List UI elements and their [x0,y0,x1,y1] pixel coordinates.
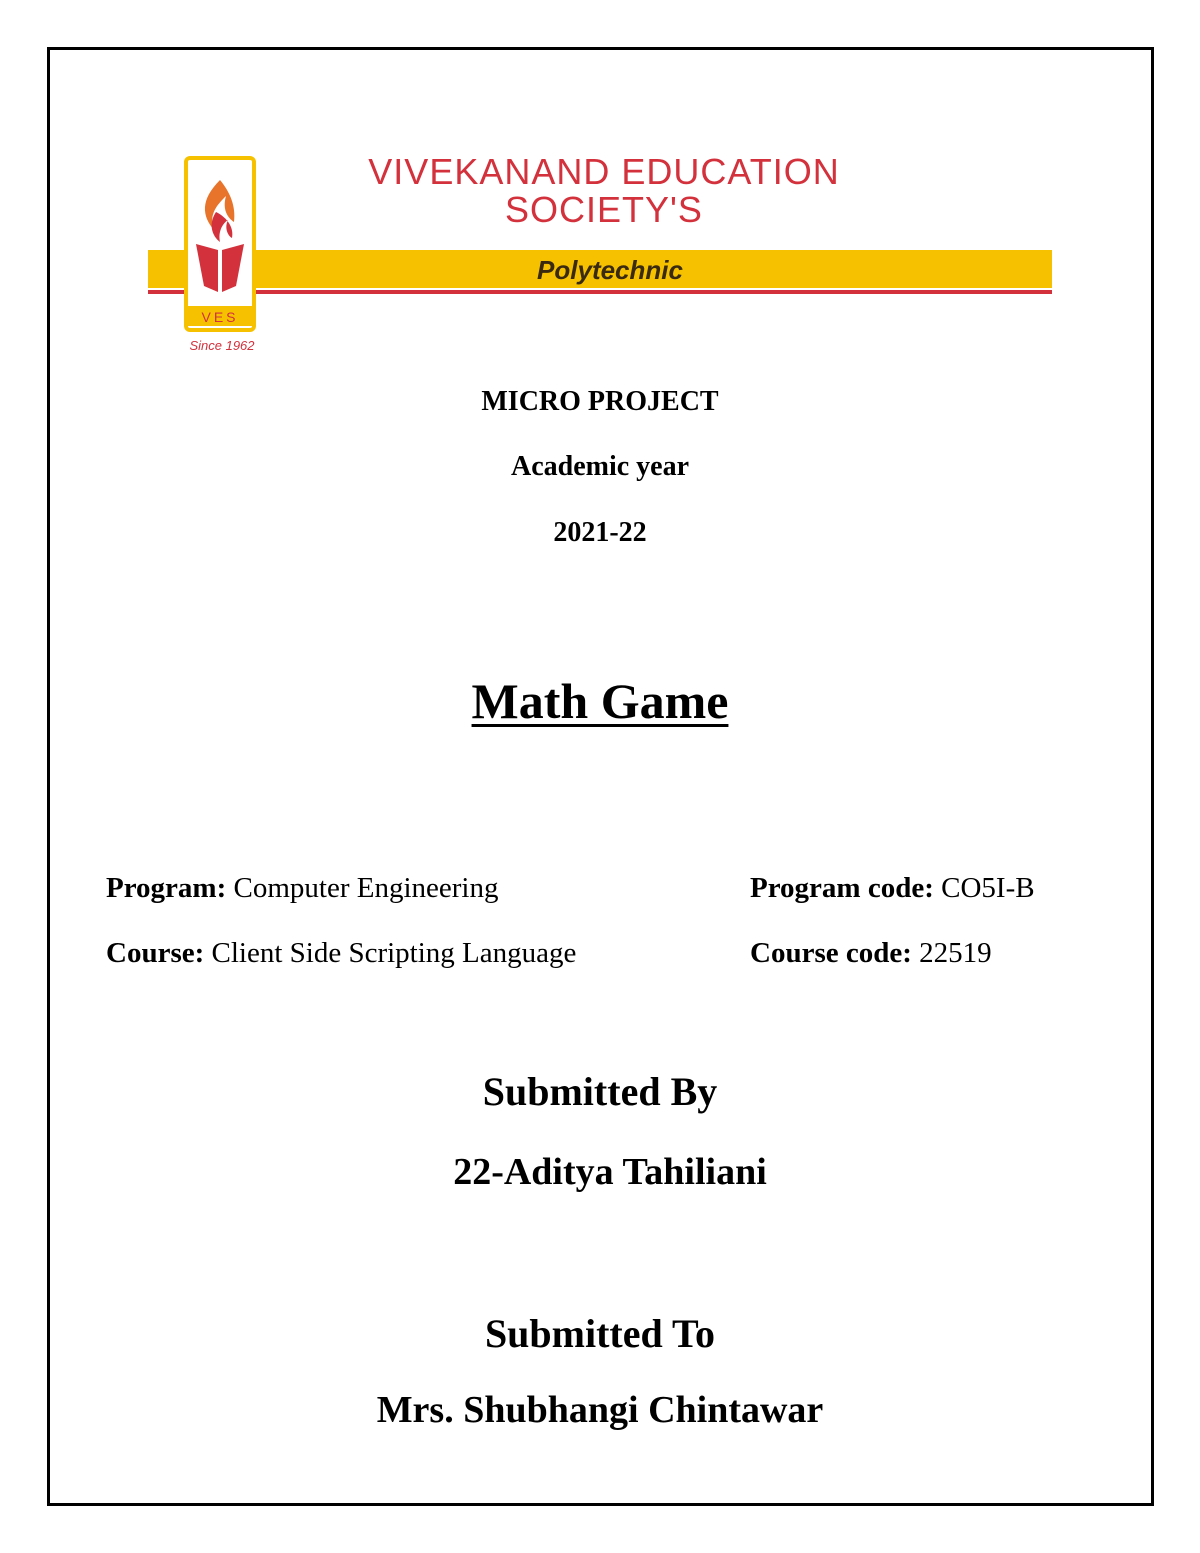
submitted-to-heading: Submitted To [484,1311,716,1356]
academic-year-label: Academic year [510,451,690,482]
program-code-label: Program code: [750,872,934,904]
logo-banner-text: Polytechnic [537,255,683,285]
micro-project-heading: MICRO PROJECT [481,386,719,417]
program-info [106,872,498,905]
teacher-name: Mrs. Shubhangi Chintawar [376,1389,824,1431]
course-label: Course: [106,937,205,969]
submitted-by-heading: Submitted By [482,1069,718,1114]
program-value: Computer Engineering [226,872,499,904]
academic-year-value: 2021-22 [553,517,647,548]
logo-org-line1: VIVEKANAND EDUCATION [368,152,840,192]
course-info [106,937,576,970]
logo-mark-text: VES [201,309,239,325]
logo-since-text: Since 1962 [189,338,255,353]
ves-logo [148,152,1052,362]
course-code-label: Course code: [750,937,912,969]
course-code-info [750,937,992,970]
program-code-info [750,872,1035,905]
course-value: Client Side Scripting Language [204,937,577,969]
logo-org-line2: SOCIETY'S [505,189,703,230]
course-code-value: 22519 [911,937,992,969]
student-name: 22-Aditya Tahiliani [453,1151,767,1193]
project-title: Math Game [471,673,729,729]
logo-red-rule [148,290,1052,294]
program-code-value: CO5I-B [933,872,1035,904]
program-label: Program: [106,872,227,904]
